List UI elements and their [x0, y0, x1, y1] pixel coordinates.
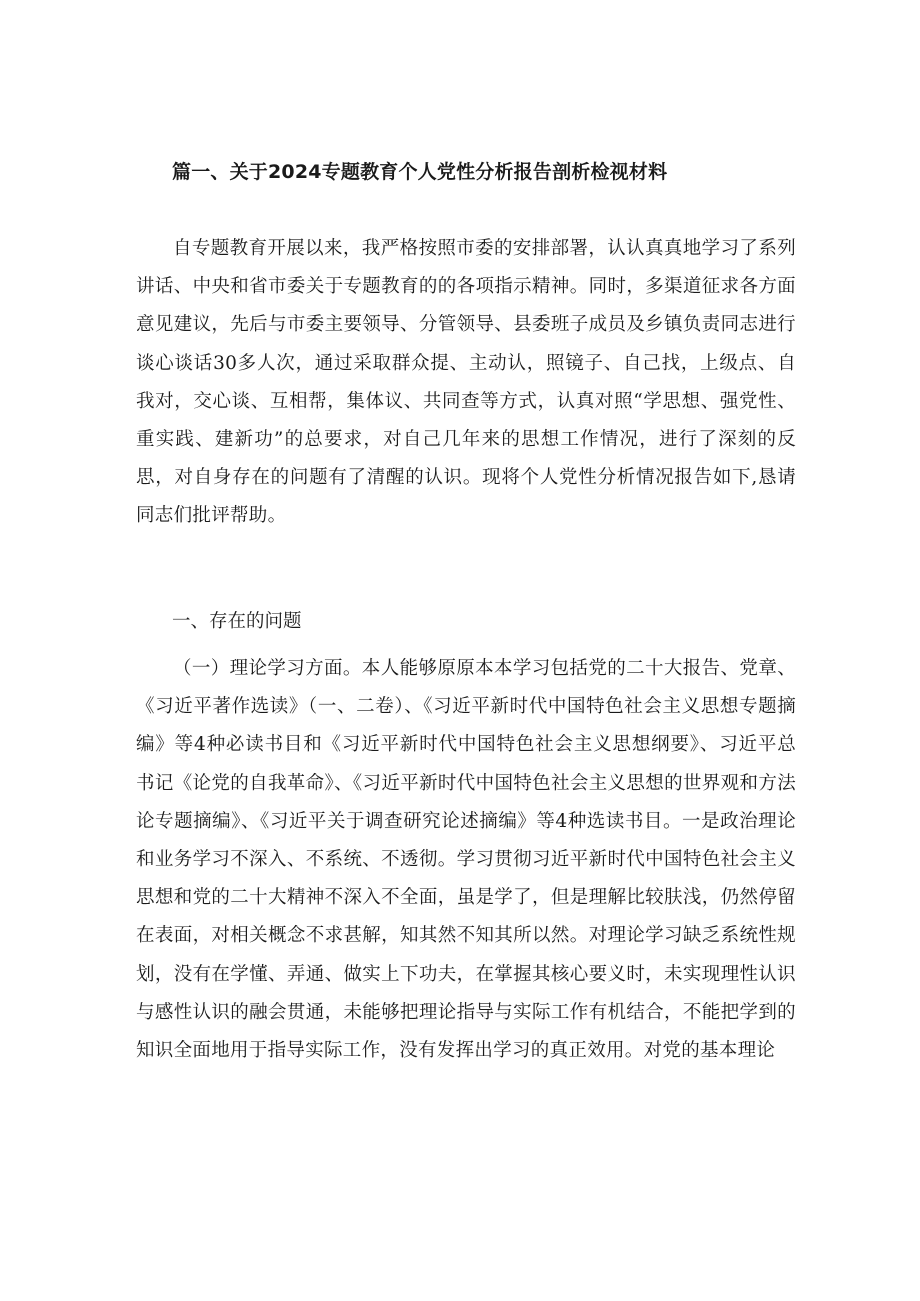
document-title: 篇一、关于2024专题教育个人党性分析报告剖析检视材料	[172, 161, 668, 183]
section-heading-problems: 一、存在的问题	[172, 611, 302, 632]
theory-study-paragraph: （一）理论学习方面。本人能够原原本本学习包括党的二十大报告、党章、《习近平著作选读》（一、二卷）、《习近平新时代中国特色社会主义思想专题摘编》等4种必读书目和《习近平新时代中国特色社会主义思想纲要》、习近平总书记《论党的自我革命》、《习近平新时代中国特色社会主义思想的世界观和方法论专题摘编》、《习近平关于调查研究论述摘编》等4种选读书目。一是政治理论和业务学习不深入、不系统、不透彻。学习贯彻习近平新时代中国特色社会主义思想和党的二十大精神不深入不全面，虽是学了，但是理解比较肤浅，仍然停留在表面，对相关概念不求甚解，知其然不知其所以然。对理论学习缺乏系统性规划，没有在学懂、弄通、做实上下功夫，在掌握其核心要义时，未实现理性认识与感性认识的融会贯通，未能够把理论指导与实际工作有机结合，不能把学到的知识全面地用于指导实际工作，没有发挥出学习的真正效用。对党的基本理论	[136, 658, 796, 1062]
intro-paragraph: 自专题教育开展以来，我严格按照市委的安排部署，认认真真地学习了系列讲话、中央和省市委关于专题教育的的各项指示精神。同时，多渠道征求各方面意见建议，先后与市委主要领导、分管领导、县委班子成员及乡镇负责同志进行谈心谈话30多人次，通过采取群众提、主动认，照镜子、自己找，上级点、自我对，交心谈、互相帮，集体议、共同查等方式，认真对照“学思想、强党性、重实践、建新功”的总要求，对自己几年来的思想工作情况，进行了深刻的反思，对自身存在的问题有了清醒的认识。现将个人党性分析情况报告如下,恳请同志们批评帮助。	[136, 238, 796, 527]
